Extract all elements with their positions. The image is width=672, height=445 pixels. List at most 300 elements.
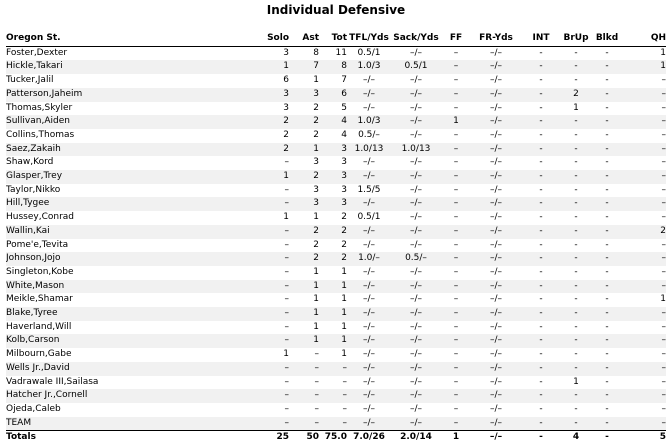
player-name-cell: Thomas,Skyler <box>6 102 73 113</box>
int-cell: - <box>539 184 543 195</box>
brup-cell: 1 <box>573 102 579 113</box>
sack-yds-cell: –/– <box>391 88 441 102</box>
solo-cell: – <box>284 403 289 414</box>
ast-cell: 7 <box>289 60 319 74</box>
tot-cell: 1 <box>319 334 347 348</box>
table-row <box>6 74 666 88</box>
tot-cell: 1 <box>319 280 347 294</box>
int-cell: - <box>539 157 543 168</box>
sack-yds-cell: –/– <box>409 184 423 195</box>
tot-cell: 3 <box>341 184 347 195</box>
tot-cell: 1 <box>341 321 347 332</box>
player-name-cell: Vadrawale III,Sailasa <box>6 376 99 387</box>
int-cell: - <box>521 334 561 348</box>
totals-blkd: - <box>591 431 623 445</box>
sack-yds-cell: –/– <box>391 225 441 239</box>
int-cell: - <box>539 266 543 277</box>
sack-yds-cell: –/– <box>391 280 441 294</box>
ff-cell: – <box>441 389 471 403</box>
sack-yds-cell: –/– <box>391 417 441 431</box>
sack-yds-cell: –/– <box>409 376 423 387</box>
blkd-cell: - <box>591 334 623 348</box>
sack-yds-cell: –/– <box>409 294 423 305</box>
table-row <box>6 362 666 376</box>
ff-cell: – <box>453 321 459 332</box>
totals-ff: 1 <box>441 431 471 445</box>
table-row <box>6 321 666 335</box>
ast-cell: 1 <box>313 212 319 223</box>
table-row <box>6 143 666 157</box>
tot-cell: 4 <box>319 115 347 129</box>
totals-sack-yds: 2.0/14 <box>391 431 441 445</box>
int-cell: - <box>539 376 543 387</box>
fr-yds-cell: –/– <box>471 60 521 74</box>
ff-cell: – <box>453 47 459 58</box>
fr-yds-cell: –/– <box>489 321 503 332</box>
tot-cell: 6 <box>319 88 347 102</box>
sack-yds-cell: –/– <box>409 102 423 113</box>
brup-cell: 1 <box>573 376 579 387</box>
brup-cell: - <box>561 307 591 321</box>
ast-cell: 1 <box>289 334 319 348</box>
fr-yds-cell: –/– <box>471 197 521 211</box>
solo-cell: – <box>284 294 289 305</box>
ast-cell: – <box>289 417 319 431</box>
table-row <box>6 293 666 307</box>
brup-cell: - <box>574 403 578 414</box>
brup-cell: - <box>574 75 578 86</box>
fr-yds-cell: –/– <box>471 170 521 184</box>
fr-yds-cell: –/– <box>471 307 521 321</box>
ast-cell: – <box>314 349 319 360</box>
totals-brup: 4 <box>561 431 591 445</box>
qh-cell: – <box>623 417 666 431</box>
qh-cell: – <box>623 362 666 376</box>
qh-cell: – <box>661 212 666 223</box>
int-cell: - <box>539 321 543 332</box>
table-row <box>6 389 666 403</box>
fr-yds-cell: –/– <box>489 157 503 168</box>
player-name-cell: Wells Jr.,David <box>6 362 249 376</box>
table-row <box>6 225 666 239</box>
table-row <box>6 197 666 211</box>
sack-yds-cell: 0.5/– <box>391 252 441 266</box>
player-name-cell: Tucker,Jalil <box>6 75 54 86</box>
brup-cell: - <box>561 60 591 74</box>
table-row <box>6 376 666 390</box>
sack-yds-cell: –/– <box>409 321 423 332</box>
solo-cell: – <box>284 184 289 195</box>
fr-yds-cell: –/– <box>471 334 521 348</box>
brup-cell: - <box>574 239 578 250</box>
brup-cell: - <box>574 321 578 332</box>
int-cell: - <box>521 307 561 321</box>
qh-cell: – <box>661 349 666 360</box>
qh-cell: – <box>661 376 666 387</box>
page-title: Individual Defensive <box>266 3 406 17</box>
fr-yds-cell: –/– <box>471 280 521 294</box>
int-cell: - <box>521 225 561 239</box>
blkd-cell: - <box>605 403 609 414</box>
header-tot: Tot <box>319 32 347 46</box>
header-team: Oregon St. <box>6 32 249 46</box>
ast-cell: – <box>289 362 319 376</box>
fr-yds-cell: –/– <box>489 376 503 387</box>
tfl-yds-cell: 1.0/3 <box>347 115 391 129</box>
player-name-cell: Sullivan,Aiden <box>6 115 249 129</box>
blkd-cell: - <box>591 389 623 403</box>
totals-label: Totals <box>6 431 249 445</box>
fr-yds-cell: –/– <box>489 239 503 250</box>
table-row <box>6 60 666 74</box>
ff-cell: – <box>453 184 459 195</box>
ff-cell: – <box>441 88 471 102</box>
brup-cell: - <box>561 170 591 184</box>
solo-cell: – <box>284 266 289 277</box>
table-row <box>6 266 666 280</box>
qh-cell: – <box>661 102 666 113</box>
table-row <box>6 252 666 266</box>
sack-yds-cell: –/– <box>409 129 423 140</box>
tot-cell: 5 <box>341 102 347 113</box>
totals-qh: 5 <box>623 431 666 445</box>
header-blkd: Blkd <box>591 32 623 46</box>
totals-row <box>6 431 666 445</box>
totals-int: - <box>521 431 561 445</box>
tfl-yds-cell: –/– <box>347 225 391 239</box>
ast-cell: – <box>314 403 319 414</box>
qh-cell: – <box>623 115 666 129</box>
ff-cell: – <box>453 157 459 168</box>
brup-cell: - <box>561 252 591 266</box>
blkd-cell: - <box>591 280 623 294</box>
header-ff: FF <box>441 32 471 46</box>
tfl-yds-cell: –/– <box>362 349 376 360</box>
qh-cell: – <box>661 266 666 277</box>
player-name-cell: Patterson,Jaheim <box>6 88 249 102</box>
totals-fr-yds: –/– <box>471 431 521 445</box>
solo-cell: 1 <box>283 349 289 360</box>
ff-cell: – <box>441 334 471 348</box>
tot-cell: 1 <box>319 307 347 321</box>
qh-cell: – <box>623 197 666 211</box>
solo-cell: 2 <box>249 143 289 157</box>
tot-cell: 4 <box>341 129 347 140</box>
ast-cell: 1 <box>313 321 319 332</box>
int-cell: - <box>521 389 561 403</box>
tfl-yds-cell: –/– <box>347 417 391 431</box>
blkd-cell: - <box>605 294 609 305</box>
int-cell: - <box>539 129 543 140</box>
fr-yds-cell: –/– <box>471 252 521 266</box>
brup-cell: - <box>561 389 591 403</box>
qh-cell: – <box>661 75 666 86</box>
ff-cell: – <box>453 349 459 360</box>
qh-cell: 1 <box>660 47 666 58</box>
brup-cell: - <box>574 47 578 58</box>
solo-cell: – <box>249 417 289 431</box>
blkd-cell: - <box>591 362 623 376</box>
blkd-cell: - <box>605 321 609 332</box>
tfl-yds-cell: –/– <box>362 102 376 113</box>
ast-cell: 2 <box>289 170 319 184</box>
player-name-cell: Hussey,Conrad <box>6 212 74 223</box>
ff-cell: – <box>441 362 471 376</box>
player-name-cell: White,Mason <box>6 280 249 294</box>
blkd-cell: - <box>591 252 623 266</box>
ast-cell: 2 <box>313 102 319 113</box>
brup-cell: - <box>574 266 578 277</box>
tfl-yds-cell: –/– <box>347 334 391 348</box>
ff-cell: – <box>441 170 471 184</box>
table-row <box>6 46 666 60</box>
ff-cell: – <box>441 417 471 431</box>
tot-cell: 1 <box>341 349 347 360</box>
ff-cell: – <box>441 197 471 211</box>
player-name-cell: Hill,Tygee <box>6 197 249 211</box>
sack-yds-cell: –/– <box>391 170 441 184</box>
tot-cell: 3 <box>319 170 347 184</box>
blkd-cell: - <box>605 376 609 387</box>
fr-yds-cell: –/– <box>489 75 503 86</box>
sack-yds-cell: –/– <box>409 212 423 223</box>
tfl-yds-cell: –/– <box>347 197 391 211</box>
qh-cell: – <box>623 280 666 294</box>
ff-cell: 1 <box>441 115 471 129</box>
player-name-cell: Johnson,Jojo <box>6 252 249 266</box>
tfl-yds-cell: –/– <box>362 403 376 414</box>
tfl-yds-cell: –/– <box>347 170 391 184</box>
tot-cell: 1 <box>341 266 347 277</box>
player-name-cell: TEAM <box>6 417 249 431</box>
table-row <box>6 156 666 170</box>
solo-cell: – <box>249 334 289 348</box>
ast-cell: 2 <box>289 115 319 129</box>
ff-cell: – <box>453 75 459 86</box>
brup-cell: - <box>574 184 578 195</box>
int-cell: - <box>539 212 543 223</box>
fr-yds-cell: –/– <box>489 349 503 360</box>
table-row <box>6 348 666 362</box>
blkd-cell: - <box>605 75 609 86</box>
table-row <box>6 184 666 198</box>
table-row <box>6 403 666 417</box>
int-cell: - <box>521 280 561 294</box>
solo-cell: 1 <box>283 212 289 223</box>
qh-cell: – <box>661 321 666 332</box>
ast-cell: – <box>314 376 319 387</box>
tfl-yds-cell: –/– <box>362 321 376 332</box>
int-cell: - <box>521 170 561 184</box>
brup-cell: - <box>574 129 578 140</box>
ast-cell: 3 <box>289 197 319 211</box>
sack-yds-cell: –/– <box>409 349 423 360</box>
player-name-cell: Meikle,Shamar <box>6 294 73 305</box>
fr-yds-cell: –/– <box>471 225 521 239</box>
int-cell: - <box>521 60 561 74</box>
tfl-yds-cell: 1.0/13 <box>347 143 391 157</box>
blkd-cell: - <box>591 88 623 102</box>
solo-cell: 2 <box>249 115 289 129</box>
ast-cell: 2 <box>289 225 319 239</box>
brup-cell: - <box>574 157 578 168</box>
int-cell: - <box>521 197 561 211</box>
solo-cell: – <box>249 197 289 211</box>
qh-cell: – <box>661 239 666 250</box>
table-row <box>6 417 666 431</box>
tfl-yds-cell: –/– <box>362 376 376 387</box>
ast-cell: 1 <box>289 307 319 321</box>
tfl-yds-cell: –/– <box>347 88 391 102</box>
player-name-cell: Blake,Tyree <box>6 307 249 321</box>
sack-yds-cell: –/– <box>391 197 441 211</box>
sack-yds-cell: –/– <box>391 389 441 403</box>
tot-cell: 2 <box>341 239 347 250</box>
header-brup: BrUp <box>561 32 591 46</box>
table-row <box>6 239 666 253</box>
ast-cell: 3 <box>289 88 319 102</box>
blkd-cell: - <box>591 115 623 129</box>
fr-yds-cell: –/– <box>471 417 521 431</box>
tfl-yds-cell: –/– <box>362 239 376 250</box>
int-cell: - <box>539 102 543 113</box>
table-row <box>6 115 666 129</box>
table-row <box>6 307 666 321</box>
totals-tfl-yds: 7.0/26 <box>347 431 391 445</box>
tfl-yds-cell: 1.5/5 <box>357 184 381 195</box>
tfl-yds-cell: –/– <box>362 157 376 168</box>
header-tfl-yds: TFL/Yds <box>347 32 391 46</box>
table-row <box>6 88 666 102</box>
tot-cell: 3 <box>319 197 347 211</box>
ast-cell: – <box>289 389 319 403</box>
tfl-yds-cell: 0.5/1 <box>357 47 381 58</box>
table-row <box>6 102 666 116</box>
player-name-cell: Wallin,Kai <box>6 225 249 239</box>
blkd-cell: - <box>605 157 609 168</box>
blkd-cell: - <box>605 212 609 223</box>
blkd-cell: - <box>591 307 623 321</box>
tot-cell: 7 <box>341 75 347 86</box>
blkd-cell: - <box>591 143 623 157</box>
int-cell: - <box>521 252 561 266</box>
fr-yds-cell: –/– <box>489 47 503 58</box>
table-row <box>6 280 666 294</box>
tfl-yds-cell: –/– <box>347 362 391 376</box>
brup-cell: 2 <box>561 88 591 102</box>
blkd-cell: - <box>605 102 609 113</box>
brup-cell: - <box>574 212 578 223</box>
fr-yds-cell: –/– <box>489 212 503 223</box>
qh-cell: – <box>661 157 666 168</box>
int-cell: - <box>521 115 561 129</box>
brup-cell: - <box>574 294 578 305</box>
player-name-cell: Pome'e,Tevita <box>6 239 69 250</box>
player-name-cell: Collins,Thomas <box>6 129 75 140</box>
ast-cell: 8 <box>313 47 319 58</box>
tfl-yds-cell: –/– <box>347 389 391 403</box>
sack-yds-cell: 1.0/13 <box>391 143 441 157</box>
tfl-yds-cell: –/– <box>347 280 391 294</box>
ff-cell: – <box>441 307 471 321</box>
solo-cell: – <box>249 362 289 376</box>
solo-cell: – <box>249 225 289 239</box>
ff-cell: – <box>441 143 471 157</box>
qh-cell: – <box>661 129 666 140</box>
tot-cell: – <box>319 417 347 431</box>
solo-cell: – <box>249 307 289 321</box>
tot-cell: 3 <box>319 143 347 157</box>
brup-cell: - <box>561 417 591 431</box>
brup-cell: - <box>561 143 591 157</box>
brup-cell: - <box>561 280 591 294</box>
tot-cell: 11 <box>335 47 347 58</box>
brup-cell: - <box>561 334 591 348</box>
fr-yds-cell: –/– <box>471 115 521 129</box>
fr-yds-cell: –/– <box>489 294 503 305</box>
fr-yds-cell: –/– <box>471 143 521 157</box>
ff-cell: – <box>453 129 459 140</box>
int-cell: - <box>521 143 561 157</box>
header-qh: QH <box>623 32 666 46</box>
tfl-yds-cell: –/– <box>362 266 376 277</box>
tot-cell: – <box>319 389 347 403</box>
ff-cell: – <box>441 280 471 294</box>
qh-cell: 1 <box>623 60 666 74</box>
ff-cell: – <box>453 212 459 223</box>
totals-ast: 50 <box>289 431 319 445</box>
tot-cell: – <box>319 362 347 376</box>
tfl-yds-cell: 0.5/1 <box>357 212 381 223</box>
blkd-cell: - <box>605 266 609 277</box>
header-int: INT <box>521 32 561 46</box>
sack-yds-cell: –/– <box>409 266 423 277</box>
sack-yds-cell: –/– <box>409 75 423 86</box>
fr-yds-cell: –/– <box>489 266 503 277</box>
tot-cell: 2 <box>319 252 347 266</box>
ff-cell: – <box>453 376 459 387</box>
tfl-yds-cell: 1.0/– <box>347 252 391 266</box>
solo-cell: – <box>284 239 289 250</box>
blkd-cell: - <box>591 225 623 239</box>
ff-cell: – <box>453 266 459 277</box>
brup-cell: - <box>561 115 591 129</box>
ast-cell: 2 <box>289 252 319 266</box>
int-cell: - <box>521 88 561 102</box>
solo-cell: – <box>249 389 289 403</box>
sack-yds-cell: –/– <box>391 307 441 321</box>
blkd-cell: - <box>605 239 609 250</box>
header-solo: Solo <box>249 32 289 46</box>
ff-cell: – <box>453 102 459 113</box>
fr-yds-cell: –/– <box>471 389 521 403</box>
blkd-cell: - <box>605 129 609 140</box>
ff-cell: – <box>441 60 471 74</box>
blkd-cell: - <box>591 197 623 211</box>
ast-cell: 1 <box>313 75 319 86</box>
qh-cell: – <box>623 389 666 403</box>
brup-cell: - <box>574 349 578 360</box>
ast-cell: 1 <box>289 280 319 294</box>
qh-cell: – <box>661 403 666 414</box>
totals-tot: 75.0 <box>319 431 347 445</box>
solo-cell: 3 <box>283 47 289 58</box>
sack-yds-cell: –/– <box>409 157 423 168</box>
table-header-row <box>6 32 666 46</box>
player-name-cell: Singleton,Kobe <box>6 266 74 277</box>
solo-cell: 3 <box>249 88 289 102</box>
sack-yds-cell: –/– <box>409 403 423 414</box>
